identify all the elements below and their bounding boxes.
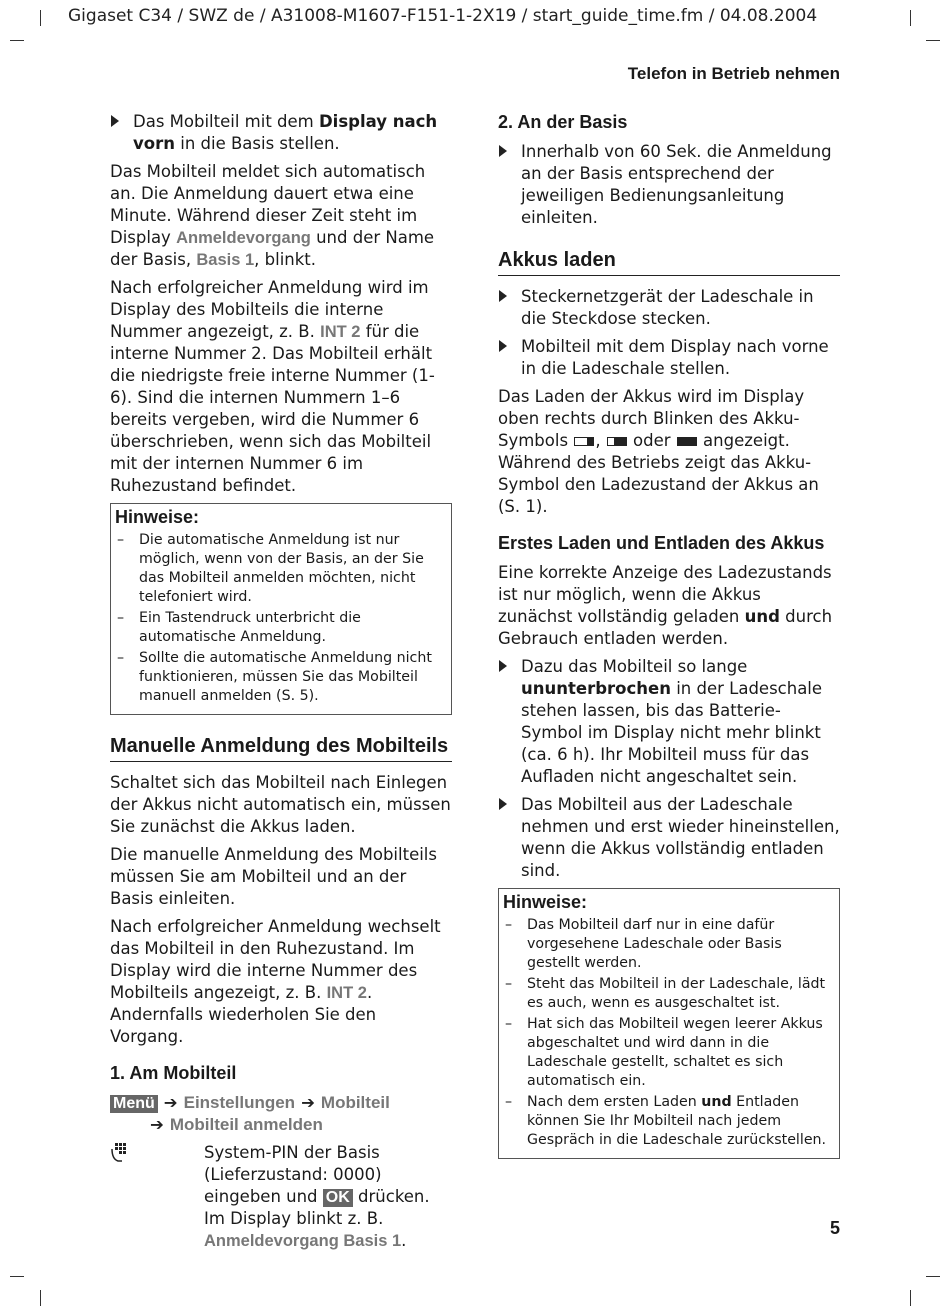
display-text: Basis 1 xyxy=(196,251,255,269)
right-column xyxy=(498,111,840,1159)
bullet-arrow-icon xyxy=(499,798,507,810)
battery-icon xyxy=(607,437,627,446)
instruction-bullet: Mobilteil mit dem Display nach vorne in die Ladeschale stellen. xyxy=(498,336,840,380)
step-heading: 2. An der Basis xyxy=(498,112,628,132)
instruction-bullet: Innerhalb von 60 Sek. die Anmeldung an der Basis entsprechend der jeweiligen Bedienungsanleitung einleiten. xyxy=(498,141,840,229)
file-info-header: Gigaset C34 / SWZ de / A31008-M1607-F151-1-2X19 / start_guide_time.fm / 04.08.2004 xyxy=(68,6,818,26)
hint-item: – Hat sich das Mobilteil wegen leerer Akkus abgeschaltet und wird dann in die Ladeschale gestellt, schaltet es sich automatisch ein. xyxy=(505,1016,823,1089)
bullet-arrow-icon xyxy=(499,145,507,157)
paragraph: Schaltet sich das Mobilteil nach Einlegen der Akkus nicht automatisch ein, müssen Sie zunächst die Akkus laden. xyxy=(110,773,451,836)
hint-box xyxy=(498,888,840,1159)
menu-path-line2: ➔ Mobilteil anmelden xyxy=(150,1115,323,1134)
subsection-heading: Erstes Laden und Entladen des Akkus xyxy=(498,533,825,553)
instruction-bullet: Dazu das Mobilteil so lange ununterbrochen in der Ladeschale stehen lassen, bis das Batterie-Symbol im Display nicht mehr blinkt (ca. 6 h). Ihr Mobilteil muss für das Aufladen nicht angeschaltet sein. xyxy=(498,656,840,788)
arrow-right-icon: ➔ xyxy=(163,1093,178,1112)
instruction-bullet: Steckernetzgerät der Ladeschale in die Steckdose stecken. xyxy=(498,286,840,330)
crop-mark xyxy=(926,40,940,41)
section-title: Telefon in Betrieb nehmen xyxy=(627,64,840,83)
arrow-right-icon: ➔ xyxy=(301,1093,315,1112)
crop-mark xyxy=(10,40,24,41)
paragraph: Das Laden der Akkus wird im Display oben rechts durch Blinken des Akku-Symbols , oder angezeigt. Während des Betriebs zeigt das Akku-Symbol den Ladezustand der Akkus an (S. 1). xyxy=(498,387,819,516)
crop-mark xyxy=(910,10,911,26)
bullet-arrow-icon xyxy=(499,290,507,302)
page-number: 5 xyxy=(829,1218,840,1238)
bullet-arrow-icon xyxy=(111,115,119,127)
instruction-bullet: Das Mobilteil aus der Ladeschale nehmen und erst wieder hineinstellen, wenn die Akkus vollständig entladen sind. xyxy=(498,794,840,882)
menu-path: Menü ➔ Einstellungen ➔ Mobilteil xyxy=(110,1092,452,1114)
display-text: INT 2 xyxy=(320,323,361,341)
bullet-arrow-icon xyxy=(499,340,507,352)
arrow-right-icon: ➔ xyxy=(150,1115,164,1134)
display-text: Anmeldevorgang xyxy=(176,229,311,247)
crop-mark xyxy=(10,1276,24,1277)
display-text: INT 2 xyxy=(326,984,367,1002)
paragraph: Eine korrekte Anzeige des Ladezustands ist nur möglich, wenn die Akkus zunächst vollständig geladen und durch Gebrauch entladen werden. xyxy=(498,563,833,648)
instruction-bullet: Das Mobilteil mit dem Display nach vorn in die Basis stellen. xyxy=(110,111,452,155)
crop-mark xyxy=(926,1276,940,1277)
paragraph: Die manuelle Anmeldung des Mobilteils müssen Sie am Mobilteil und an der Basis einleiten. xyxy=(110,845,437,908)
paragraph: Das Mobilteil meldet sich automatisch an. Die Anmeldung dauert etwa eine Minute. Während dieser Zeit steht im Display Anmeldevorgang und der Name der Basis, Basis 1, blinkt. xyxy=(110,162,435,269)
paragraph: Nach erfolgreicher Anmeldung wechselt das Mobilteil in den Ruhezustand. Im Display wird die interne Nummer des Mobilteils angezeigt, z. B. INT 2. Andernfalls wiederholen Sie den Vorgang. xyxy=(110,917,441,1046)
hint-item: – Steht das Mobilteil in der Ladeschale, lädt es auch, wenn es ausgeschaltet ist. xyxy=(505,976,826,1011)
crop-mark xyxy=(40,1290,41,1306)
crop-mark xyxy=(40,10,41,26)
menu-key: Menü xyxy=(110,1095,158,1113)
battery-icon xyxy=(677,437,697,446)
hint-title: Hinweise: xyxy=(503,892,588,912)
hint-item: – Sollte die automatische Anmeldung nicht funktionieren, müssen Sie das Mobilteil manuell anmelden (S. 5). xyxy=(117,650,432,704)
hint-item: – Die automatische Anmeldung ist nur möglich, wenn von der Basis, an der Sie das Mobilteil anmelden möchten, nicht telefoniert wird. xyxy=(117,532,424,605)
paragraph: Nach erfolgreicher Anmeldung wird im Display des Mobilteils die interne Nummer angezeigt, z. B. INT 2 für die interne Nummer 2. Das Mobilteil erhält die niedrigste freie interne Nummer (1-6). Sind die internen Nummern 1–6 bereits vergeben, wird die Nummer 6 überschrieben, wenn sich das Mobilteil mit der internen Nummer 6 im Ruhezustand befindet. xyxy=(110,278,435,495)
pin-instruction: System-PIN der Basis (Lieferzustand: 0000) eingeben und OK drücken. Im Display blinkt z. B. Anmeldevorgang Basis 1. xyxy=(110,1142,452,1252)
hint-item: – Das Mobilteil darf nur in eine dafür vorgesehene Ladeschale oder Basis gestellt werden. xyxy=(505,917,782,971)
section-heading: Manuelle Anmeldung des Mobilteils xyxy=(110,735,452,762)
hint-box xyxy=(110,503,452,715)
keypad-icon xyxy=(110,1142,130,1168)
battery-icon xyxy=(574,437,594,446)
hint-title: Hinweise: xyxy=(115,507,200,527)
hint-item: – Nach dem ersten Laden und Entladen können Sie Ihr Mobilteil nach jedem Gespräch in die Ladeschale zurückstellen. xyxy=(505,1094,827,1148)
bullet-arrow-icon xyxy=(499,660,507,672)
left-column xyxy=(110,111,452,1252)
ok-key: OK xyxy=(323,1189,353,1207)
hint-item: – Ein Tastendruck unterbricht die automatische Anmeldung. xyxy=(117,610,361,645)
crop-mark xyxy=(910,1290,911,1306)
step-heading: 1. Am Mobilteil xyxy=(110,1063,237,1083)
display-text: Anmeldevorgang Basis 1 xyxy=(204,1232,402,1250)
section-heading: Akkus laden xyxy=(498,249,840,276)
